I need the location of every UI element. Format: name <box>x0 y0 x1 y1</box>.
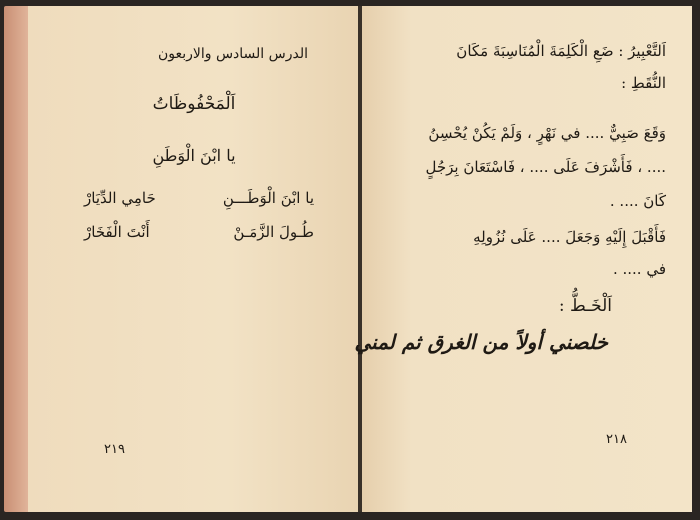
exercise-line: فَأَقْبَلَ إِلَيْهِ وَجَعَلَ .... عَلَى نُزُولِهِ <box>473 228 666 246</box>
exercise-line: في .... . <box>612 260 666 278</box>
book-edge <box>4 6 30 512</box>
handwriting-sample: خلصني أولاً من الغرق ثم لمني <box>354 330 608 354</box>
verse-hemistich-second: أَنْتَ الْفَخَارْ <box>84 223 150 241</box>
section-title: اَلْمَحْفُوظَاتُ <box>152 94 236 114</box>
lesson-title: الدرس السادس والاربعون <box>157 46 308 62</box>
handwriting-heading: اَلْخَـطُّ : <box>558 296 612 316</box>
left-page <box>28 6 360 512</box>
exercise-instruction: اَلتَّعْبِيرُ : ضَعِ الْكَلِمَةَ الْمُنَاسِبَةَ مَكَانَ <box>456 42 666 60</box>
page-number: ٢١٩ <box>104 442 125 457</box>
exercise-line: .... ، فَأَشْرَفَ عَلَى .... ، فَاسْتَعَانَ بِرَجُلٍ <box>425 158 666 176</box>
verse-line <box>84 223 314 247</box>
exercise-instruction-cont: النُّقَطِ : <box>621 74 666 92</box>
poem-title: يا ابْنَ الْوَطَنِ <box>152 146 236 165</box>
exercise-line: وَقَعَ صَبِيٌّ .... في نَهْرٍ ، وَلَمْ يَكُنْ يُحْسِنُ <box>428 124 666 142</box>
verse-hemistich-first: طُـولَ الزَّمَـنْ <box>233 223 314 241</box>
verse-line <box>84 189 314 213</box>
page-number: ٢١٨ <box>606 432 627 447</box>
verse-hemistich-second: حَامِي الدِّيَارْ <box>84 189 156 207</box>
verse-hemistich-first: يا ابْنَ الْوَطَـــنِ <box>222 189 314 207</box>
exercise-line: كَانَ .... . <box>609 192 666 210</box>
right-page <box>354 6 692 512</box>
